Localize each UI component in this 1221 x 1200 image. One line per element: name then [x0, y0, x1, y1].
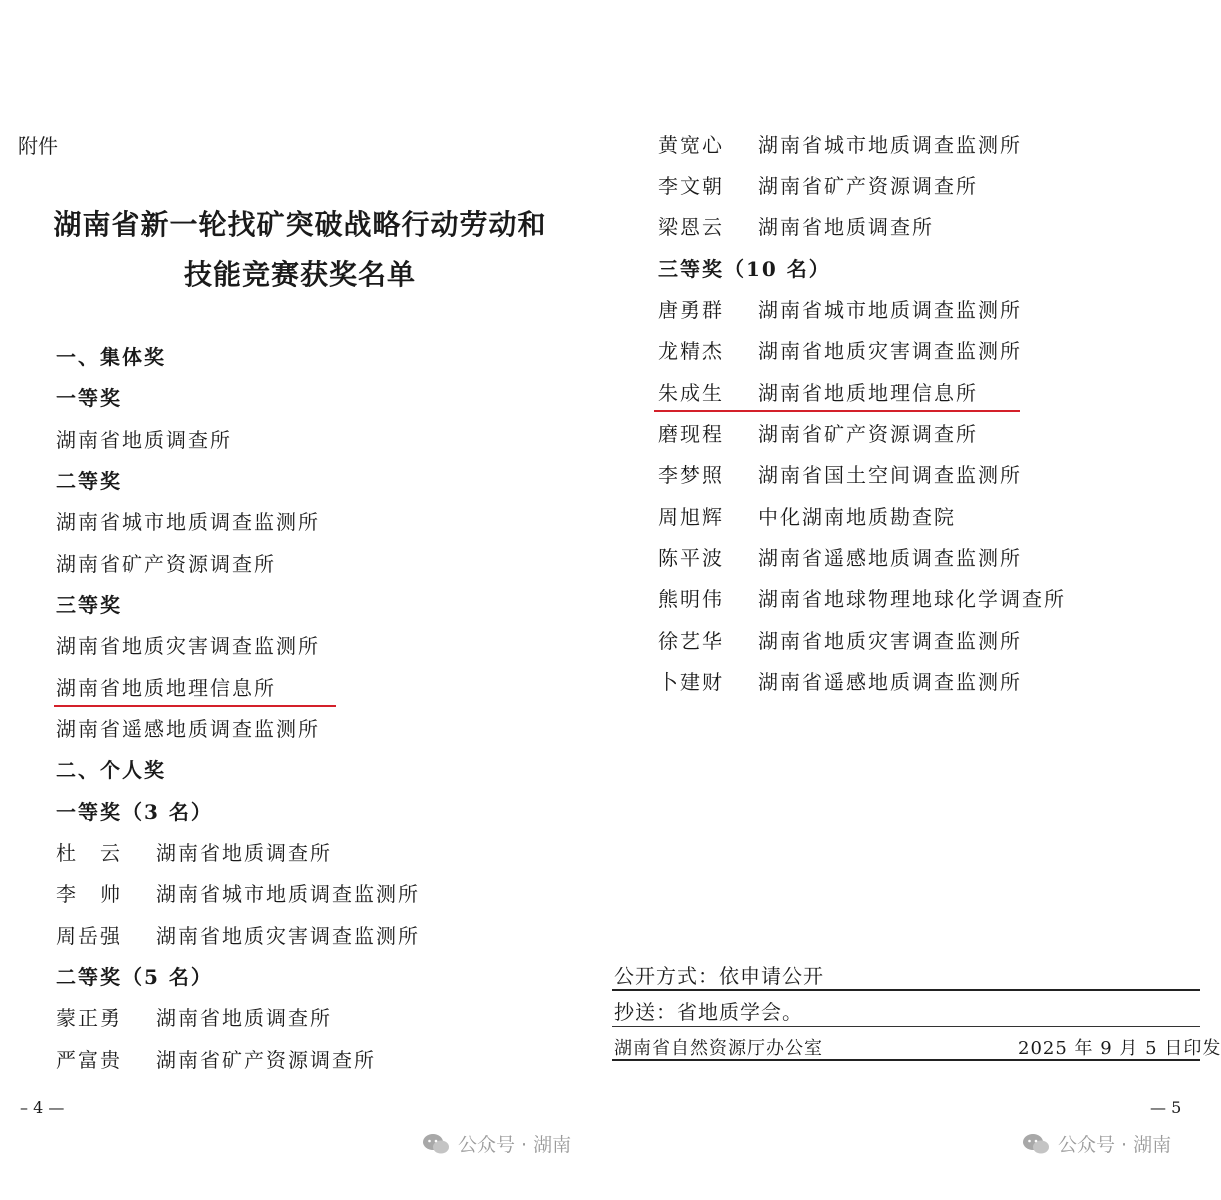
individual-third-row [658, 544, 1022, 572]
individual-third-row [658, 461, 1022, 489]
awardee-name: 杜 云 [56, 841, 122, 865]
page-number-left: – 4 — [20, 1098, 65, 1117]
awardee-org: 湖南省矿产资源调查所 [758, 174, 978, 198]
individual-second-row [56, 1046, 376, 1074]
awardee-org: 湖南省遥感地质调查监测所 [758, 546, 1022, 570]
attachment-label: 附件 [18, 134, 58, 158]
awardee-org: 湖南省矿产资源调查所 [758, 422, 978, 446]
awardee-name: 周岳强 [56, 924, 122, 948]
individual-third-row [658, 296, 1022, 324]
awardee-name: 磨现程 [658, 422, 724, 446]
individual-second-row [658, 172, 978, 200]
individual-third-row [658, 379, 978, 407]
watermark-right [1022, 1130, 1171, 1157]
individual-first-prize-heading: 一等奖（3 名） [56, 800, 213, 824]
awardee-name: 李文朝 [658, 174, 724, 198]
awardee-org: 湖南省国土空间调查监测所 [758, 463, 1022, 487]
cc-line: 抄送：省地质学会。 [614, 1000, 803, 1024]
red-underline-annotation [54, 705, 336, 707]
awardee-org: 湖南省矿产资源调查所 [156, 1048, 376, 1072]
individual-third-row [658, 420, 978, 448]
awardee-name: 严富贵 [56, 1048, 122, 1072]
individual-third-row [658, 337, 1022, 365]
issuer: 湖南省自然资源厅办公室 [614, 1038, 823, 1059]
page-number-right: — 5 [1150, 1098, 1182, 1117]
awardee-name: 熊明伟 [658, 587, 724, 611]
awardee-org: 湖南省地质灾害调查监测所 [156, 924, 420, 948]
individual-third-row [658, 668, 1022, 696]
individual-first-row [56, 839, 332, 867]
awardee-name: 周旭辉 [658, 505, 724, 529]
individual-second-row [658, 131, 1022, 159]
awardee-name: 龙精杰 [658, 339, 724, 363]
awardee-org: 中化湖南地质勘查院 [758, 505, 956, 529]
footer-rule [612, 989, 1200, 991]
awardee-org: 湖南省地质调查所 [758, 215, 934, 239]
collective-first-prize-heading: 一等奖 [56, 386, 122, 410]
awardee-org: 湖南省地质地理信息所 [758, 381, 978, 405]
collective-third-item: 湖南省遥感地质调查监测所 [56, 717, 320, 741]
individual-second-prize-heading: 二等奖（5 名） [56, 965, 213, 989]
awardee-name: 陈平波 [658, 546, 724, 570]
awardee-org: 湖南省城市地质调查监测所 [156, 882, 420, 906]
individual-third-row [658, 585, 1066, 613]
red-underline-annotation [654, 410, 1020, 412]
collective-third-item: 湖南省地质地理信息所 [56, 676, 276, 700]
wechat-icon [422, 1133, 450, 1155]
watermark-text: 公众号 · 湖南 [1058, 1134, 1172, 1156]
title-line-1: 湖南省新一轮找矿突破战略行动劳动和 [53, 208, 547, 241]
footer-rule [612, 1026, 1200, 1027]
title-line-2: 技能竞赛获奖名单 [183, 258, 416, 291]
individual-second-row [658, 213, 934, 241]
collective-first-item: 湖南省地质调查所 [56, 428, 232, 452]
awardee-name: 唐勇群 [658, 298, 724, 322]
footer-rule [612, 1059, 1200, 1061]
collective-second-prize-heading: 二等奖 [56, 469, 122, 493]
awardee-org: 湖南省城市地质调查监测所 [758, 133, 1022, 157]
awardee-name: 李梦照 [658, 463, 724, 487]
awardee-name: 梁恩云 [658, 215, 724, 239]
individual-first-row [56, 922, 420, 950]
individual-second-row [56, 1004, 332, 1032]
collective-third-item: 湖南省地质灾害调查监测所 [56, 634, 320, 658]
section-individual-heading: 二、个人奖 [56, 758, 166, 782]
awardee-org: 湖南省地质调查所 [156, 841, 332, 865]
awardee-org: 湖南省地质灾害调查监测所 [758, 339, 1022, 363]
disclosure-method: 公开方式：依申请公开 [614, 964, 824, 988]
awardee-org: 湖南省地质调查所 [156, 1006, 332, 1030]
individual-third-row [658, 627, 1022, 655]
wechat-icon [1022, 1133, 1050, 1155]
individual-first-row [56, 880, 420, 908]
awardee-name: 卜建财 [658, 670, 724, 694]
issue-date: 2025 年 9 月 5 日印发 [1018, 1038, 1221, 1059]
awardee-org: 湖南省遥感地质调查监测所 [758, 670, 1022, 694]
awardee-name: 李 帅 [56, 882, 122, 906]
watermark-text: 公众号 · 湖南 [458, 1134, 572, 1156]
collective-second-item: 湖南省城市地质调查监测所 [56, 510, 320, 534]
section-collective-heading: 一、集体奖 [56, 345, 166, 369]
awardee-org: 湖南省地质灾害调查监测所 [758, 629, 1022, 653]
awardee-name: 徐艺华 [658, 629, 724, 653]
collective-third-prize-heading: 三等奖 [56, 593, 122, 617]
awardee-name: 黄宽心 [658, 133, 724, 157]
individual-third-row [658, 503, 956, 531]
individual-third-prize-heading: 三等奖（10 名） [658, 257, 831, 281]
watermark-left [422, 1130, 571, 1157]
collective-second-item: 湖南省矿产资源调查所 [56, 552, 276, 576]
awardee-org: 湖南省城市地质调查监测所 [758, 298, 1022, 322]
awardee-name: 蒙正勇 [56, 1006, 122, 1030]
awardee-name: 朱成生 [658, 381, 724, 405]
awardee-org: 湖南省地球物理地球化学调查所 [758, 587, 1066, 611]
